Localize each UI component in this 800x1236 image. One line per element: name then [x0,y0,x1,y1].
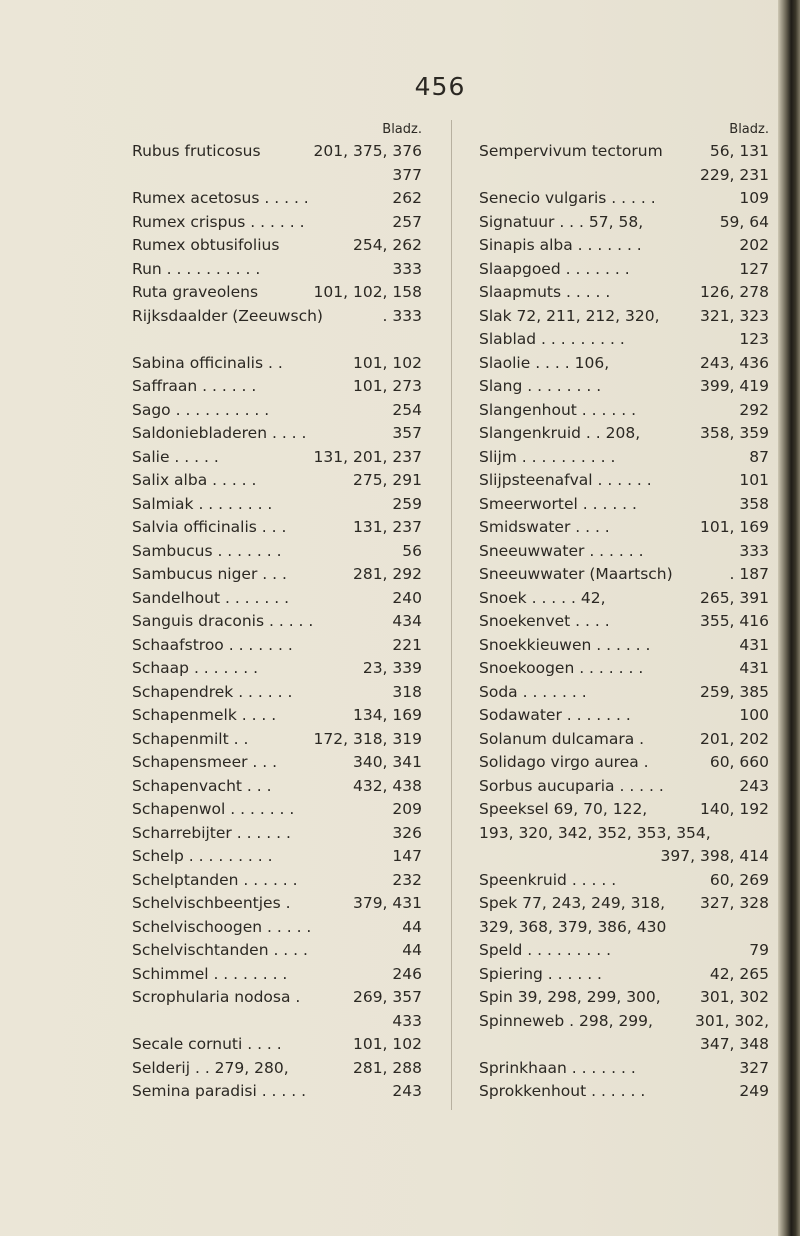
entry-pages: 79 [749,941,769,959]
index-entry [479,164,769,188]
entry-term: Schapenmelk . . . . [132,706,277,724]
index-entry [132,704,422,728]
entry-term: Rubus fruticosus [132,142,261,160]
entry-term: Rumex acetosus . . . . . [132,189,309,207]
entry-pages: 100 [739,706,769,724]
entry-term: Snoek . . . . . 42, [479,588,606,607]
entry-term: Sneeuwwater . . . . . . [479,541,644,560]
column-header: Bladz. [729,122,769,137]
entry-term: Slaapgoed . . . . . . . [479,259,630,278]
entry-pages: 377 [392,165,422,184]
index-entries [479,140,769,1104]
entry-pages: 243, 436 [699,353,769,372]
index-entry [132,422,422,446]
index-entry [479,211,769,235]
book-edge [778,0,800,1236]
index-entry [479,469,769,493]
entry-pages: 42, 265 [709,964,769,983]
entry-pages: 432, 438 [352,776,422,795]
entry-pages: 240 [392,588,422,607]
entry-term: Sprokkenhout . . . . . . [479,1082,646,1100]
entry-term: Signatuur . . . 57, 58, [479,212,644,231]
entry-term: Saffraan . . . . . . [132,377,257,395]
entry-pages: 101 [739,471,769,489]
index-entry [132,681,422,705]
entry-term: Run . . . . . . . . . . [132,259,261,278]
index-entries [132,140,422,1104]
entry-pages: 340, 341 [352,753,422,771]
entry-term: Scrophularia nodosa . [132,988,301,1006]
index-entry [132,540,422,564]
entry-term: Senecio vulgaris . . . . . [479,189,656,207]
entry-pages: 379, 431 [352,894,422,912]
entry-term: Schapenwol . . . . . . . [132,800,295,818]
index-entry [132,1080,422,1104]
entry-term: Selderij . . 279, 280, [132,1058,289,1077]
index-entry [479,634,769,658]
entry-term: Rumex obtusifolius [132,236,280,254]
index-entry [479,775,769,799]
index-entry [132,822,422,846]
index-entry [479,1057,769,1081]
index-entry [132,516,422,540]
entry-pages: 201, 202 [699,729,769,748]
entry-pages: 59, 64 [719,212,769,231]
entry-pages: 257 [392,212,422,231]
index-entry [479,187,769,211]
entry-term: Solidago virgo aurea . [479,753,649,771]
entry-pages: 172, 318, 319 [313,729,422,748]
entry-pages: 355, 416 [699,612,769,630]
index-entry [479,1033,769,1057]
entry-pages: 221 [392,635,422,654]
index-entry [132,375,422,399]
index-entry [479,822,769,846]
entry-term: Salie . . . . . [132,447,219,466]
index-entry [132,775,422,799]
entry-pages: 87 [749,447,769,466]
entry-term: Sodawater . . . . . . . [479,706,631,724]
entry-pages: 243 [392,1082,422,1100]
index-entry [479,258,769,282]
index-entry [479,281,769,305]
index-entry [479,305,769,329]
entry-term: Sambucus . . . . . . . [132,541,282,560]
entry-pages: 358, 359 [699,424,769,442]
entry-term: Schapenvacht . . . [132,776,272,795]
entry-term: Snoekkieuwen . . . . . . [479,635,651,654]
entry-pages: 399, 419 [699,377,769,395]
entry-pages: 275, 291 [352,471,422,489]
index-entry [479,375,769,399]
entry-pages: 56 [402,541,422,560]
entry-term: Soda . . . . . . . [479,682,587,701]
entry-term: Schapensmeer . . . [132,753,278,771]
entry-pages: 357 [392,424,422,442]
entry-term: Semina paradisi . . . . . [132,1082,307,1100]
index-entry [479,328,769,352]
index-entry [132,728,422,752]
entry-pages: 431 [739,659,769,677]
index-entry [479,704,769,728]
index-entry [132,211,422,235]
entry-pages: 131, 237 [352,518,422,536]
entry-pages: 326 [392,823,422,842]
entry-pages: 397, 398, 414 [660,847,769,865]
entry-pages: 101, 273 [352,377,422,395]
entry-term: Speenkruid . . . . . [479,870,617,889]
entry-pages: 101, 102 [352,353,422,372]
entry-pages: 254 [392,400,422,419]
entry-pages: 126, 278 [699,283,769,301]
entry-term: Sinapis alba . . . . . . . [479,236,642,254]
entry-pages: 254, 262 [352,236,422,254]
index-entry [132,751,422,775]
entry-term: 193, 320, 342, 352, 353, 354, [479,823,711,842]
entry-pages: . 333 [382,306,422,325]
index-entry [132,234,422,258]
entry-pages: 140, 192 [699,800,769,818]
entry-pages: 333 [739,541,769,560]
index-entry [132,939,422,963]
index-entry [132,657,422,681]
entry-pages: 292 [739,400,769,419]
index-entry [479,869,769,893]
index-entry [132,493,422,517]
entry-term: Solanum dulcamara . [479,729,645,748]
index-entry [479,939,769,963]
index-entry [132,610,422,634]
index-entry [479,986,769,1010]
index-entry [479,610,769,634]
entry-term: Spinneweb . 298, 299, [479,1011,653,1030]
index-entry [479,493,769,517]
index-entry [132,187,422,211]
entry-term: Speld . . . . . . . . . [479,941,612,959]
entry-term: Sago . . . . . . . . . . [132,400,270,419]
entry-pages: 431 [739,635,769,654]
index-entry [479,892,769,916]
entry-pages: 23, 339 [362,659,422,677]
index-entry [132,469,422,493]
entry-term: Slijpsteenafval . . . . . . [479,471,652,489]
entry-pages: 259 [392,494,422,513]
entry-term: Rumex crispus . . . . . . [132,212,305,231]
entry-pages: 301, 302, [695,1011,769,1030]
entry-pages: 433 [392,1011,422,1030]
entry-term: Sorbus aucuparia . . . . . [479,776,664,795]
entry-term: Slaapmuts . . . . . [479,283,611,301]
entry-pages: 249 [739,1082,769,1100]
index-entry [479,728,769,752]
entry-term: Slablad . . . . . . . . . [479,330,625,348]
entry-pages: . 187 [729,565,769,583]
entry-pages: 209 [392,800,422,818]
column-divider [451,120,452,1110]
entry-term: Slaolie . . . . 106, [479,353,610,372]
entry-term: Slangenhout . . . . . . [479,400,636,419]
entry-term: Sambucus niger . . . [132,565,287,583]
entry-term: Speeksel 69, 70, 122, [479,800,648,818]
entry-pages: 301, 302 [699,988,769,1006]
entry-term: Schelptanden . . . . . . [132,870,298,889]
entry-pages: 232 [392,870,422,889]
entry-term: Sandelhout . . . . . . . [132,588,290,607]
entry-term: Spin 39, 298, 299, 300, [479,988,661,1006]
entry-term: 329, 368, 379, 386, 430 [479,917,667,936]
entry-pages: 358 [739,494,769,513]
entry-pages: 147 [392,847,422,865]
index-entry [479,540,769,564]
entry-term: Spiering . . . . . . [479,964,602,983]
entry-term: Saldoniebladeren . . . . [132,424,307,442]
index-column-left [132,120,422,1104]
entry-term: Slangenkruid . . 208, [479,424,641,442]
entry-pages: 127 [739,259,769,278]
entry-term: Sprinkhaan . . . . . . . [479,1058,636,1077]
entry-term: Schaafstroo . . . . . . . [132,635,293,654]
index-entry [132,352,422,376]
index-entry [479,1010,769,1034]
entry-pages: 269, 357 [352,988,422,1006]
entry-term: Slang . . . . . . . . [479,377,602,395]
index-entry [132,634,422,658]
entry-pages: 327, 328 [699,894,769,912]
index-entry [132,963,422,987]
index-entry [479,587,769,611]
index-entry [479,352,769,376]
entry-pages: 56, 131 [709,142,769,160]
index-entry [479,681,769,705]
entry-pages: 101, 102, 158 [313,283,422,301]
index-entry [132,986,422,1010]
index-entry [132,1033,422,1057]
index-entry [132,258,422,282]
index-entry [479,916,769,940]
entry-pages: 318 [392,682,422,701]
entry-term: Salmiak . . . . . . . . [132,494,273,513]
entry-pages: 327 [739,1058,769,1077]
entry-pages: 246 [392,964,422,983]
index-entry [479,1080,769,1104]
entry-term: Sneeuwwater (Maartsch) [479,565,673,583]
entry-term: Slak 72, 211, 212, 320, [479,306,660,325]
entry-term: Schelvischoogen . . . . . [132,917,312,936]
entry-term: Schelvischtanden . . . . [132,941,308,959]
entry-pages: 281, 288 [352,1058,422,1077]
entry-pages: 201, 375, 376 [313,142,422,160]
entry-term: Snoekoogen . . . . . . . [479,659,644,677]
index-entry [132,798,422,822]
index-entry [132,563,422,587]
entry-pages: 259, 385 [699,682,769,701]
entry-term: Schelp . . . . . . . . . [132,847,273,865]
index-entry [132,892,422,916]
entry-term: Sabina officinalis . . [132,353,283,372]
index-entry [479,516,769,540]
index-entry [479,563,769,587]
entry-term: Schimmel . . . . . . . . [132,964,288,983]
index-entry [132,869,422,893]
entry-pages: 44 [402,917,422,936]
entry-pages: 229, 231 [699,165,769,184]
index-entry [132,446,422,470]
index-entry [132,281,422,305]
entry-pages: 202 [739,236,769,254]
entry-pages: 321, 323 [699,306,769,325]
index-entry [479,963,769,987]
index-entry [132,164,422,188]
index-column-right [479,120,769,1104]
index-entry [479,657,769,681]
entry-term: Schapenmilt . . [132,729,249,748]
entry-pages: 44 [402,941,422,959]
entry-term: Slijm . . . . . . . . . . [479,447,616,466]
entry-pages: 265, 391 [699,588,769,607]
entry-pages: 60, 660 [709,753,769,771]
entry-term: Rijksdaalder (Zeeuwsch) [132,306,323,325]
entry-term: Sempervivum tectorum [479,142,663,160]
entry-term: Smeerwortel . . . . . . [479,494,637,513]
entry-term: Secale cornuti . . . . [132,1035,282,1053]
entry-pages: 109 [739,189,769,207]
entry-pages: 243 [739,776,769,795]
column-header: Bladz. [382,122,422,137]
index-entry [479,422,769,446]
index-entry [479,140,769,164]
entry-pages: 281, 292 [352,565,422,583]
entry-pages: 101, 169 [699,518,769,536]
entry-pages: 434 [392,612,422,630]
entry-pages: 262 [392,189,422,207]
index-entry [132,916,422,940]
entry-pages: 347, 348 [699,1035,769,1053]
index-entry [132,399,422,423]
index-entry [132,140,422,164]
index-entry [132,845,422,869]
entry-term: Smidswater . . . . [479,518,610,536]
entry-term: Salvia officinalis . . . [132,518,287,536]
entry-term: Schaap . . . . . . . [132,659,258,677]
entry-pages: 134, 169 [352,706,422,724]
index-entry [132,305,422,329]
entry-pages: 101, 102 [352,1035,422,1053]
index-entry [479,234,769,258]
index-entry [479,751,769,775]
section-gap [132,328,422,352]
entry-pages: 333 [392,259,422,278]
entry-pages: 123 [739,330,769,348]
entry-term: Salix alba . . . . . [132,471,257,489]
index-entry [132,1010,422,1034]
index-entry [479,845,769,869]
entry-pages: 131, 201, 237 [313,447,422,466]
entry-term: Sanguis draconis . . . . . [132,612,314,630]
index-entry [132,587,422,611]
index-entry [479,399,769,423]
entry-term: Spek 77, 243, 249, 318, [479,894,666,912]
index-entry [479,798,769,822]
page-number: 456 [414,72,466,101]
entry-term: Snoekenvet . . . . [479,612,610,630]
entry-pages: 60, 269 [709,870,769,889]
entry-term: Schelvischbeentjes . [132,894,291,912]
entry-term: Schapendrek . . . . . . [132,682,293,701]
index-entry [479,446,769,470]
index-entry [132,1057,422,1081]
entry-term: Scharrebijter . . . . . . [132,823,291,842]
entry-term: Ruta graveolens [132,283,259,301]
